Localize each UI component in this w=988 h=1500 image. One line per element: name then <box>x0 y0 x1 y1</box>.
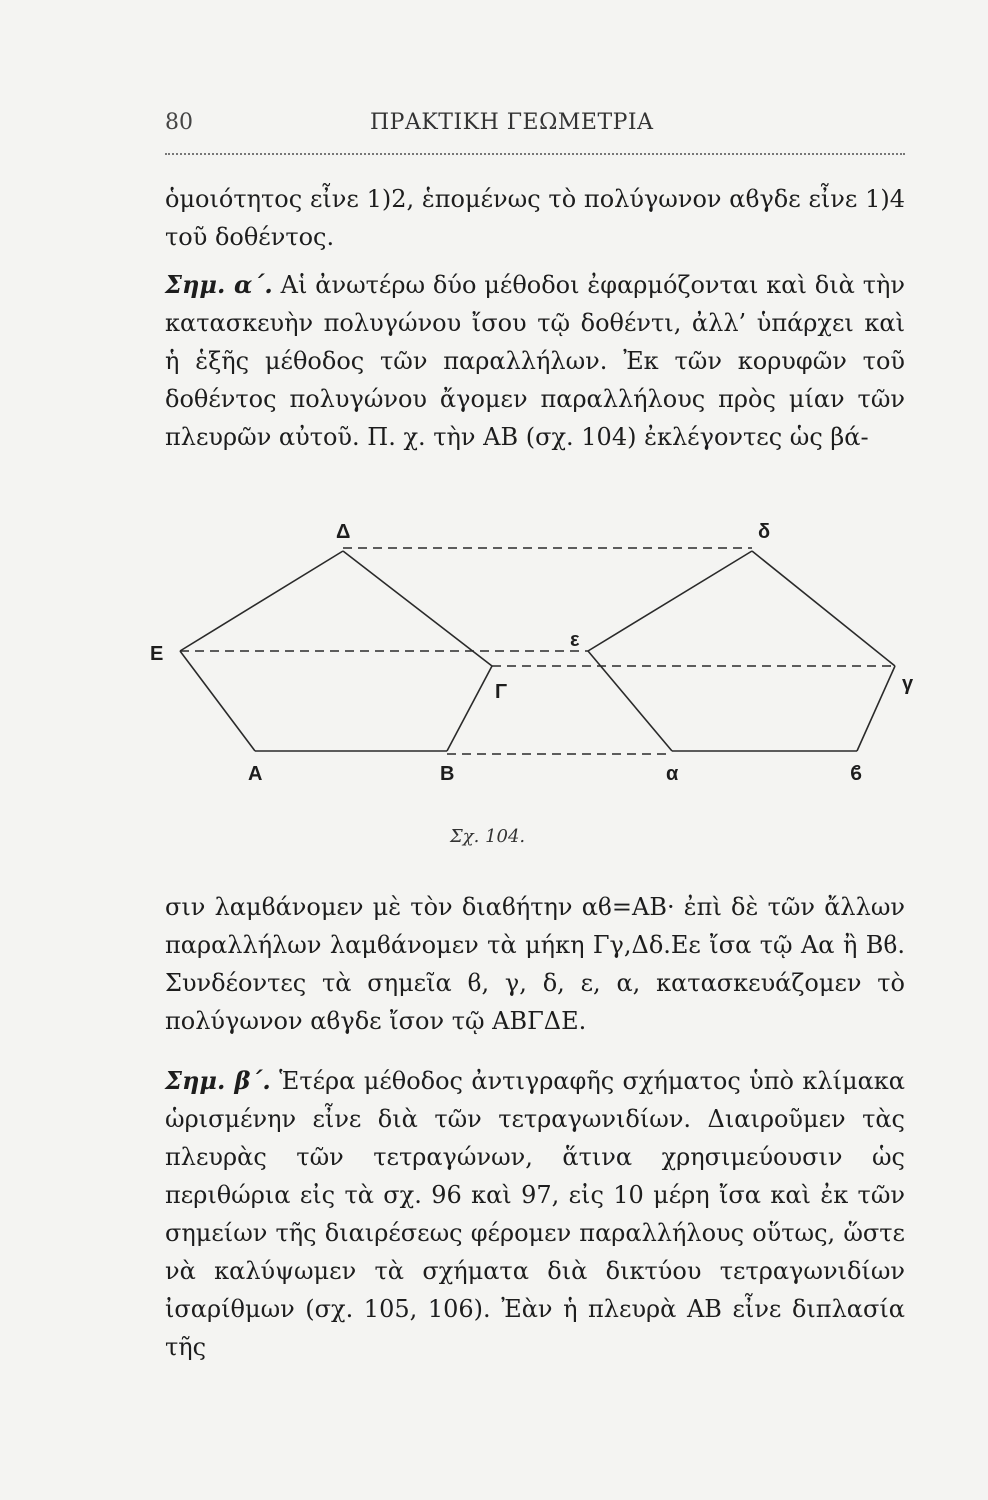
paragraph-1 <box>165 180 905 256</box>
note-b-heading: Σημ. β΄. <box>165 1066 271 1095</box>
page-header <box>165 110 905 150</box>
label-b: ϐ <box>850 763 863 785</box>
figure-104 <box>150 508 930 808</box>
paragraph-3 <box>165 888 905 1040</box>
note-b-body: Ἑτέρα μέθοδος ἀντιγραφῆς σχήματος ὑπὸ κλίμακα ὡρισμένην εἶνε διὰ τῶν τετραγωνιδίων. Διαιροῦμεν τὰς πλευρὰς τῶν τετραγώνων, ἅτινα χρησιμεύουσιν ὡς περιθώρια εἰς τὰ σχ. 96 καὶ 97, εἰς 10 μέρη ἴσα καὶ ἐκ τῶν σημείων τῆς διαιρέσεως φέρομεν παραλλήλους οὕτως, ὥστε νὰ καλύψωμεν τὰ σχήματα διὰ δικτύου τετραγωνιδίων ἰσαρίθμων (σχ. 105, 106). Ἐὰν ἡ πλευρὰ ΑΒ εἶνε διπλασία τῆς <box>165 1067 905 1361</box>
segment-gd <box>752 551 895 666</box>
label-B: Β <box>440 763 455 785</box>
label-D: Δ <box>336 521 351 543</box>
segment-GD <box>343 551 492 666</box>
note-a-body: Αἱ ἀνωτέρω δύο μέθοδοι ἐφαρμόζονται καὶ διὰ τὴν κατασκευὴν πολυγώνου ἴσου τῷ δοθέντι, ἀλλ’ ὑπάρχει καὶ ἡ ἑξῆς μέθοδος τῶν παραλλήλων. Ἐκ τῶν κορυφῶν τοῦ δοθέντος πολυγώνου ἄγομεν παραλλήλους πρὸς μίαν τῶν πλευρῶν αὐτοῦ. Π. χ. τὴν ΑΒ (σχ. 104) ἐκλέγοντες ὡς βά- <box>165 271 905 451</box>
figure-caption: Σχ. 104. <box>450 826 526 847</box>
paragraph-3-text: σιν λαμϐάνομεν μὲ τὸν διαϐήτην αϐ=ΑΒ· ἐπὶ δὲ τῶν ἄλλων παραλλήλων λαμϐάνομεν τὰ μήκη Γγ,Δδ.Εε ἴσα τῷ Αα ἢ Βϐ. Συνδέοντες τὰ σημεῖα ϐ, γ, δ, ε, α, κατασκευάζομεν τὸ πολύγωνον αϐγδε ἴσον τῷ ΑΒΓΔΕ. <box>165 893 905 1035</box>
paragraph-2-text <box>165 266 905 456</box>
paragraph-4 <box>165 1062 905 1366</box>
label-G: Γ <box>495 681 508 703</box>
header-rule <box>165 153 905 155</box>
segment-de <box>588 551 752 651</box>
segment-DE <box>180 551 343 651</box>
paragraph-1-text: ὁμοιότητος εἶνε 1)2, ἑπομένως τὸ πολύγωνον αϐγδε εἶνε 1)4 τοῦ δοθέντος. <box>165 185 905 251</box>
segment-BG <box>447 666 492 751</box>
figure-104-diagram <box>150 508 930 808</box>
label-d: δ <box>758 521 771 543</box>
running-title: ΠΡΑΚΤΙΚΗ ΓΕΩΜΕΤΡΙΑ <box>370 110 654 135</box>
paragraph-2 <box>165 266 905 456</box>
label-E: Ε <box>150 643 164 665</box>
label-a: α <box>666 763 679 785</box>
page-number: 80 <box>165 110 193 135</box>
label-A: Α <box>248 763 263 785</box>
paragraph-4-text <box>165 1062 905 1366</box>
segment-bg <box>857 666 895 751</box>
segment-EA <box>180 651 255 751</box>
label-e: ε <box>570 629 580 651</box>
note-a-heading: Σημ. α΄. <box>165 270 273 299</box>
label-g: γ <box>902 673 914 695</box>
